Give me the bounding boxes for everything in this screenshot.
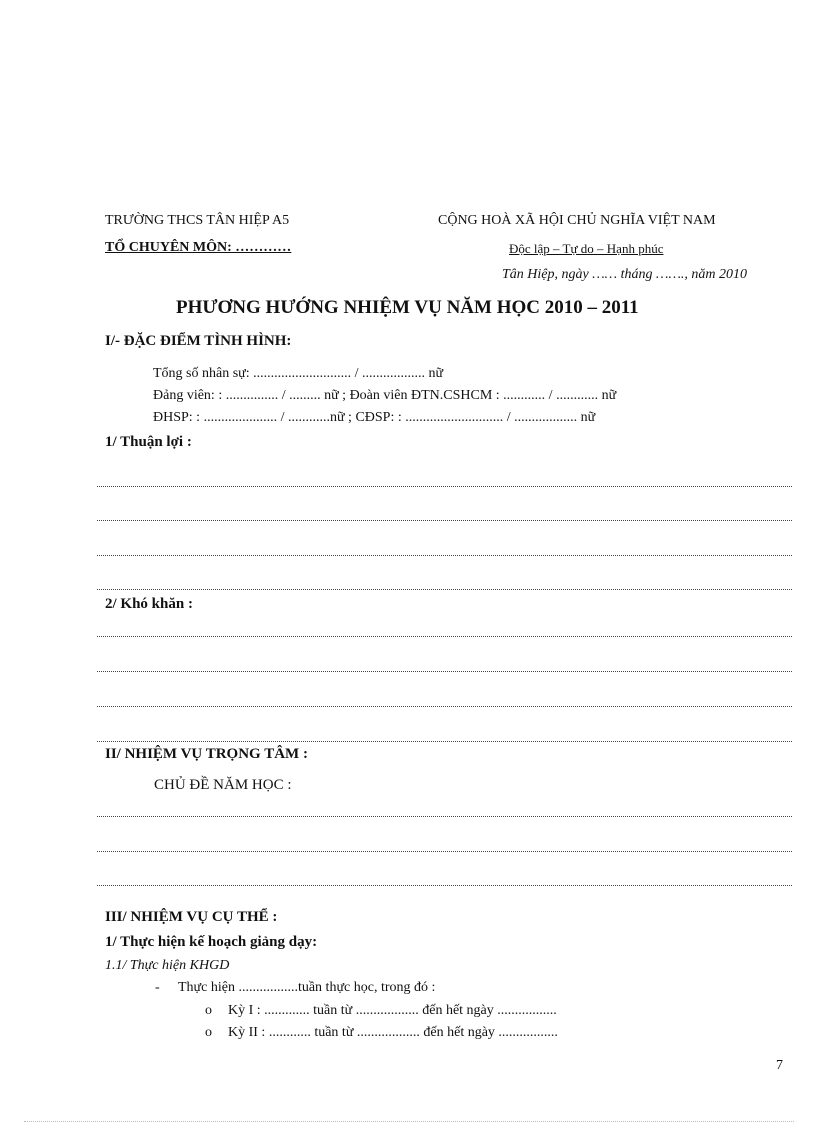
advantages-label: 1/ Thuận lợi :	[105, 434, 192, 450]
item1-1-heading: 1.1/ Thực hiện KHGD	[105, 958, 230, 973]
motto: Độc lập – Tự do – Hạnh phúc	[509, 241, 664, 256]
term2-line: Kỳ II : ............ tuần từ .................. đến hết ngày .................	[228, 1025, 558, 1040]
fill-line	[97, 636, 792, 637]
section2-subheading: CHỦ ĐỀ NĂM HỌC :	[154, 777, 292, 793]
department-name: TỔ CHUYÊN MÔN: …………	[105, 240, 292, 255]
fill-line	[97, 486, 792, 487]
nation-title: CỘNG HOÀ XÃ HỘI CHỦ NGHĨA VIỆT NAM	[438, 213, 716, 228]
difficulties-label: 2/ Khó khăn :	[105, 596, 193, 612]
fill-line	[97, 816, 792, 817]
stat-degree: ĐHSP: : ..................... / ............nữ ; CĐSP: : ............................ / .................. nữ	[153, 410, 596, 425]
fill-line	[97, 741, 792, 742]
fill-line	[97, 671, 792, 672]
fill-line	[97, 851, 792, 852]
fill-line	[97, 706, 792, 707]
dash-bullet: -	[155, 980, 160, 995]
stat-total: Tổng số nhân sự: ............................ / .................. nữ	[153, 366, 444, 381]
page-edge-divider	[24, 1121, 794, 1122]
page-number: 7	[776, 1058, 783, 1073]
fill-line	[97, 555, 792, 556]
implement-line: Thực hiện .................tuần thực học, trong đó :	[178, 980, 436, 995]
school-name: TRƯỜNG THCS TÂN HIỆP A5	[105, 213, 290, 228]
date-line: Tân Hiệp, ngày …… tháng ……., năm 2010	[502, 267, 748, 282]
circle-bullet: o	[205, 1003, 212, 1018]
fill-line	[97, 885, 792, 886]
fill-line	[97, 589, 792, 590]
section3-heading: III/ NHIỆM VỤ CỤ THỂ :	[105, 909, 278, 925]
stat-party: Đảng viên: : ............... / ......... nữ ; Đoàn viên ĐTN.CSHCM : ............ / ............ nữ	[153, 388, 617, 403]
page-title: PHƯƠNG HƯỚNG NHIỆM VỤ NĂM HỌC 2010 – 2011	[176, 297, 639, 318]
term1-line: Kỳ I : ............. tuần từ .................. đến hết ngày .................	[228, 1003, 557, 1018]
item1-heading: 1/ Thực hiện kế hoạch giảng dạy:	[105, 934, 318, 950]
section1-heading: I/- ĐẶC ĐIỂM TÌNH HÌNH:	[105, 333, 292, 349]
section2-heading: II/ NHIỆM VỤ TRỌNG TÂM :	[105, 746, 308, 762]
fill-line	[97, 520, 792, 521]
circle-bullet: o	[205, 1025, 212, 1040]
